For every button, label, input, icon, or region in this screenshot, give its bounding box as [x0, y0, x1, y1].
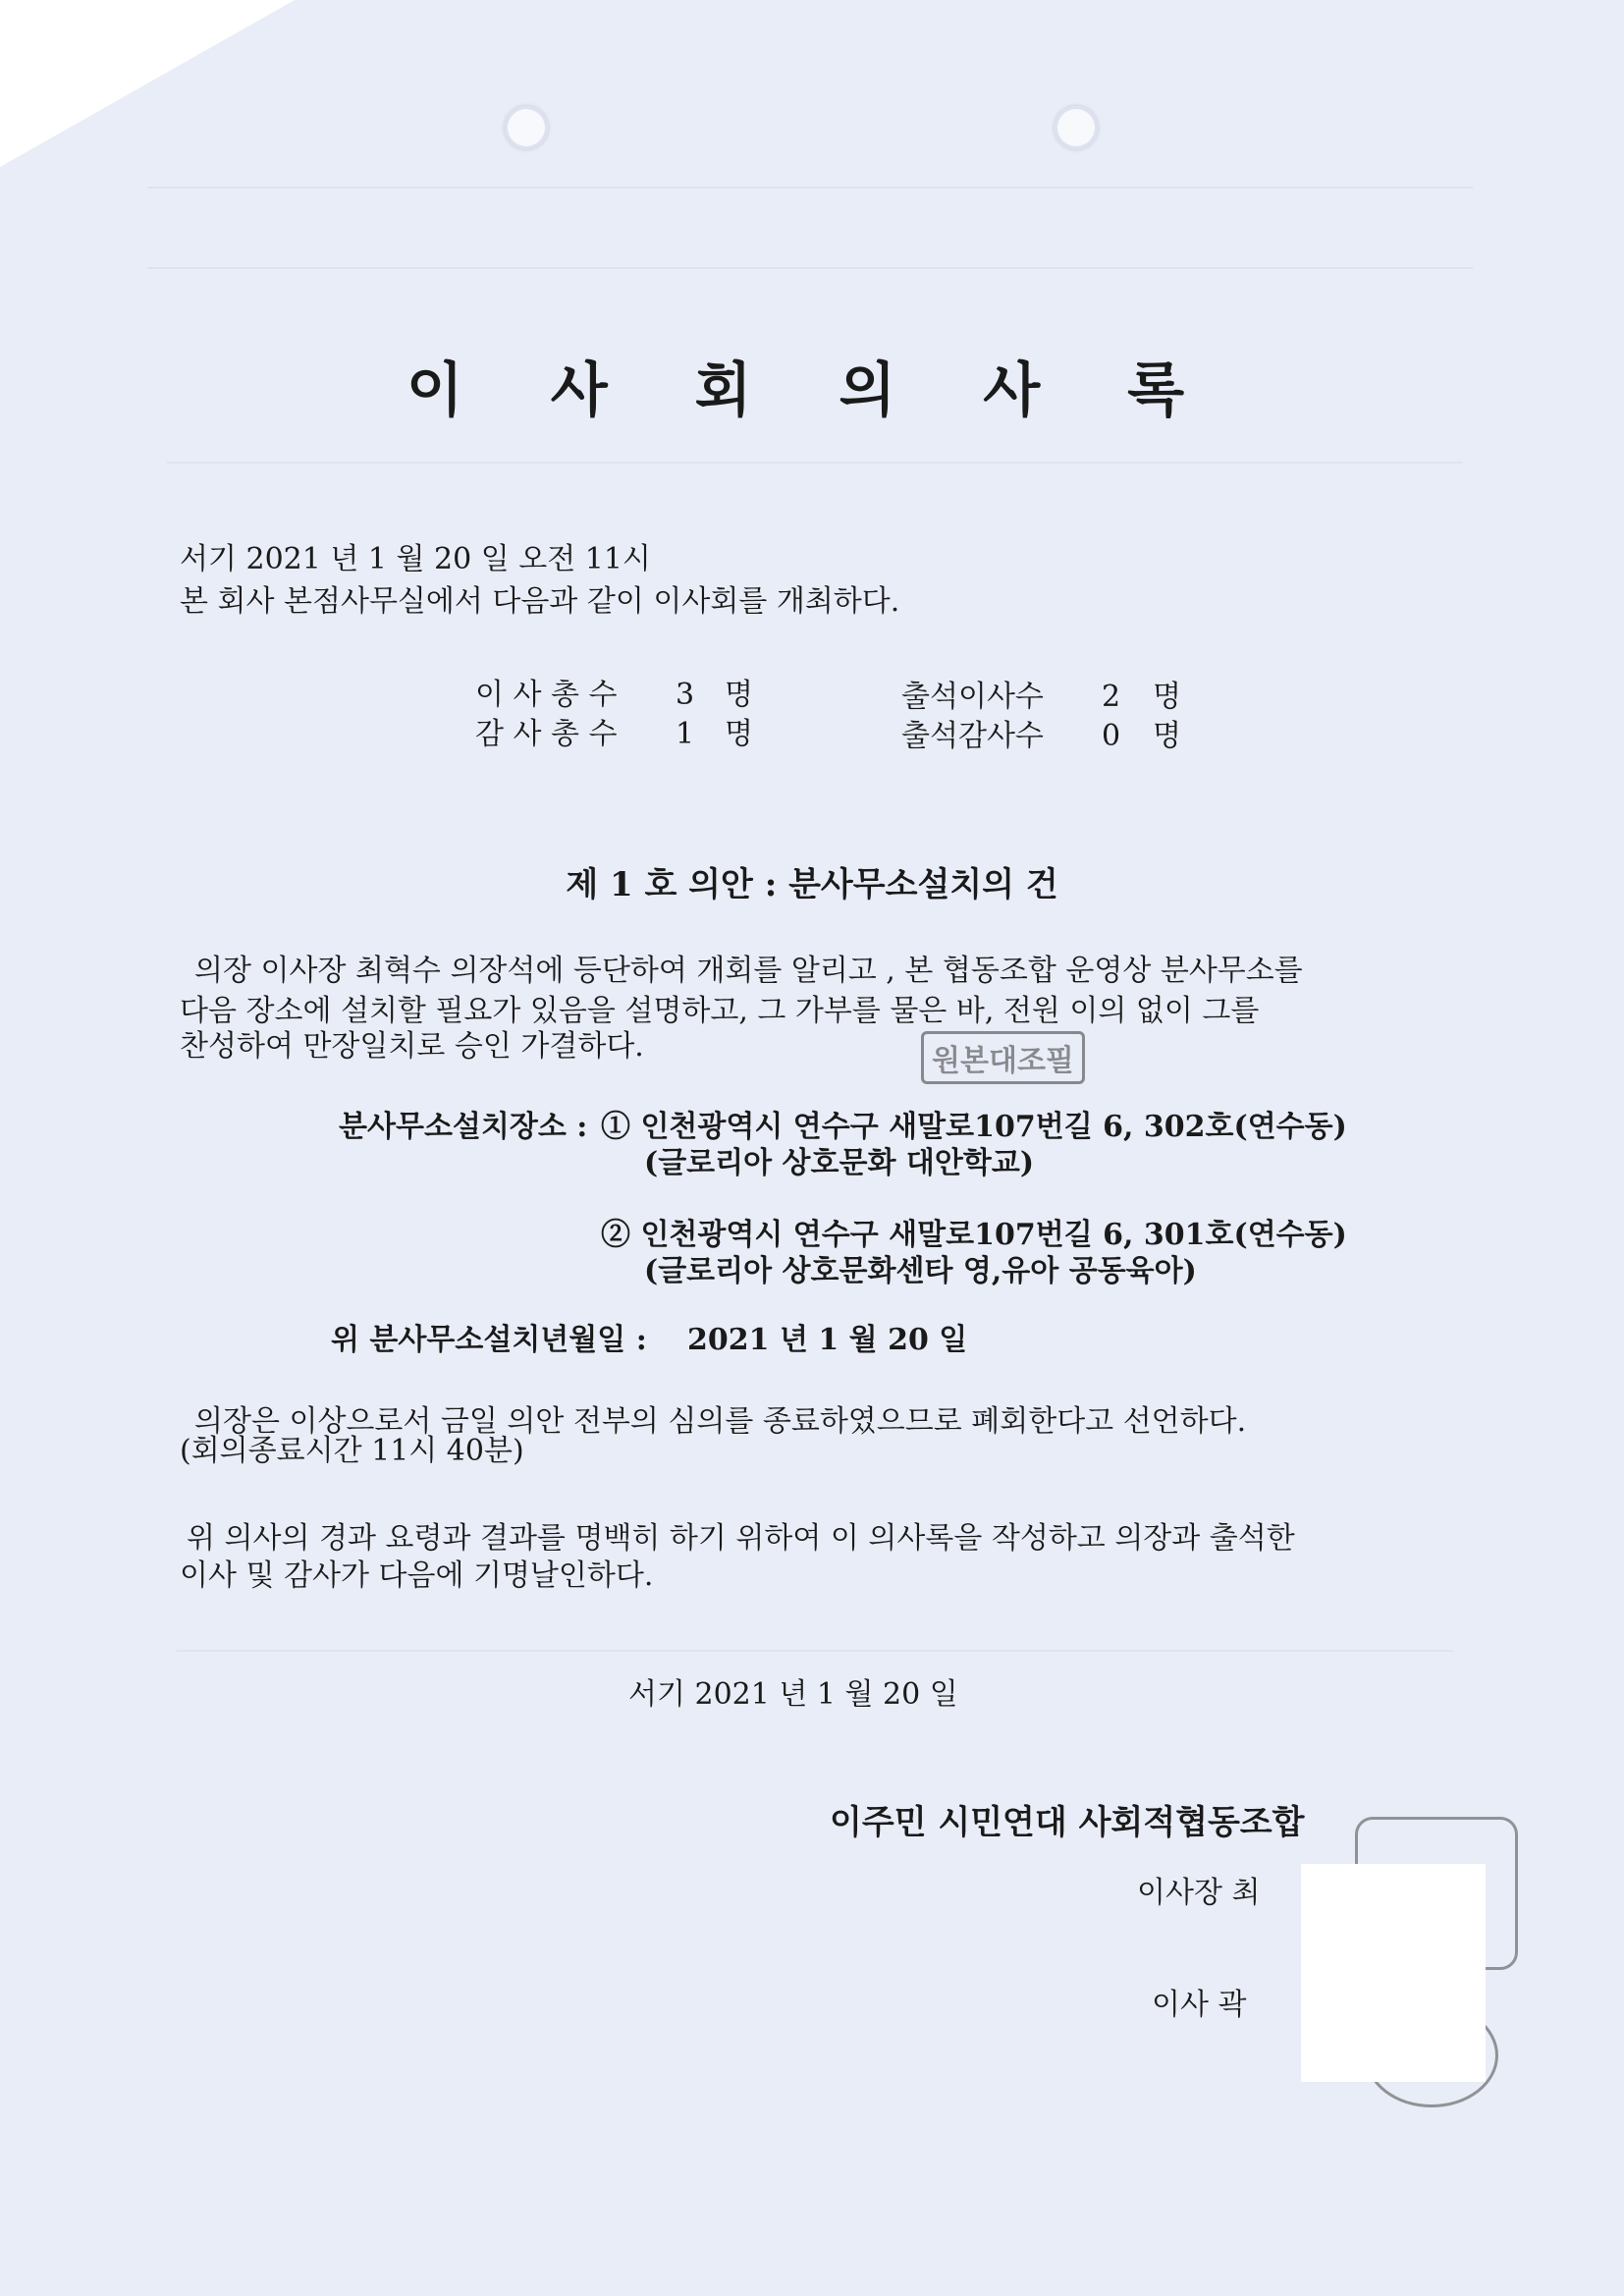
agenda-body-line: 찬성하여 만장일치로 승인 가결하다.: [180, 1029, 644, 1064]
branch-location-label: 분사무소설치장소 :: [339, 1110, 588, 1144]
establish-date-value: 2021 년 1 월 20 일: [687, 1323, 968, 1357]
meeting-location: 본 회사 본점사무실에서 다음과 같이 이사회를 개최하다.: [180, 584, 900, 619]
auditors-total-label: 감 사 총 수: [475, 717, 618, 751]
directors-total-unit: 명: [725, 678, 753, 712]
agenda-body-line: 의장 이사장 최혁수 의장석에 등단하여 개회를 알리고 , 본 협동조합 운영상 분사무소를: [194, 954, 1303, 988]
record-statement: 위 의사의 경과 요령과 결과를 명백히 하기 위하여 이 의사록을 작성하고 의장과 출석한: [187, 1521, 1295, 1556]
punch-hole-right: [1055, 106, 1098, 149]
agenda-body-line: 다음 장소에 설치할 필요가 있음을 설명하고, 그 가부를 물은 바, 전원 이의 없이 그를: [180, 994, 1260, 1028]
closing-time: (회의종료시간 11시 40분): [180, 1434, 524, 1468]
auditors-present-unit: 명: [1153, 719, 1181, 753]
auditors-present-label: 출석감사수: [901, 719, 1044, 753]
auditors-total-value: 1: [676, 717, 695, 751]
auditors-total-unit: 명: [725, 717, 753, 751]
redaction-box: [1301, 1864, 1486, 2082]
folded-corner: [0, 0, 295, 167]
directors-total-value: 3: [676, 678, 695, 712]
signing-date: 서기 2021 년 1 월 20 일: [628, 1677, 958, 1712]
agenda-title: 제 1 호 의안 : 분사무소설치의 건: [566, 865, 1058, 904]
organization-name: 이주민 시민연대 사회적협동조합: [830, 1803, 1305, 1842]
director-signature: 이사 곽: [1152, 1988, 1247, 2022]
branch1-name: (글로리아 상호문화 대안학교): [644, 1146, 1035, 1180]
auditors-present-value: 0: [1102, 719, 1121, 753]
branch2-name: (글로리아 상호문화센타 영,유아 공동육아): [644, 1254, 1197, 1288]
page-title: 이 사 회 의 사 록: [406, 356, 1218, 425]
branch2-address: ② 인천광역시 연수구 새말로107번길 6, 301호(연수동): [601, 1218, 1347, 1252]
punch-hole-left: [505, 106, 548, 149]
directors-present-value: 2: [1102, 680, 1121, 714]
directors-present-label: 출석이사수: [901, 680, 1044, 714]
meeting-datetime: 서기 2021 년 1 월 20 일 오전 11시: [180, 542, 651, 576]
closing-statement: 의장은 이상으로서 금일 의안 전부의 심의를 종료하였으므로 폐회한다고 선언하다.: [194, 1404, 1247, 1439]
branch1-address: ① 인천광역시 연수구 새말로107번길 6, 302호(연수동): [601, 1110, 1347, 1144]
bleed-through-block: [177, 1650, 1453, 2202]
directors-present-unit: 명: [1153, 680, 1181, 714]
establish-date-label: 위 분사무소설치년월일 :: [331, 1323, 647, 1357]
record-statement: 이사 및 감사가 다음에 기명날인하다.: [180, 1558, 654, 1593]
bleed-through-block: [147, 187, 1473, 269]
directors-total-label: 이 사 총 수: [475, 678, 618, 712]
certified-copy-stamp: 원본대조필: [921, 1031, 1085, 1084]
chairperson-signature: 이사장 최: [1137, 1876, 1261, 1910]
